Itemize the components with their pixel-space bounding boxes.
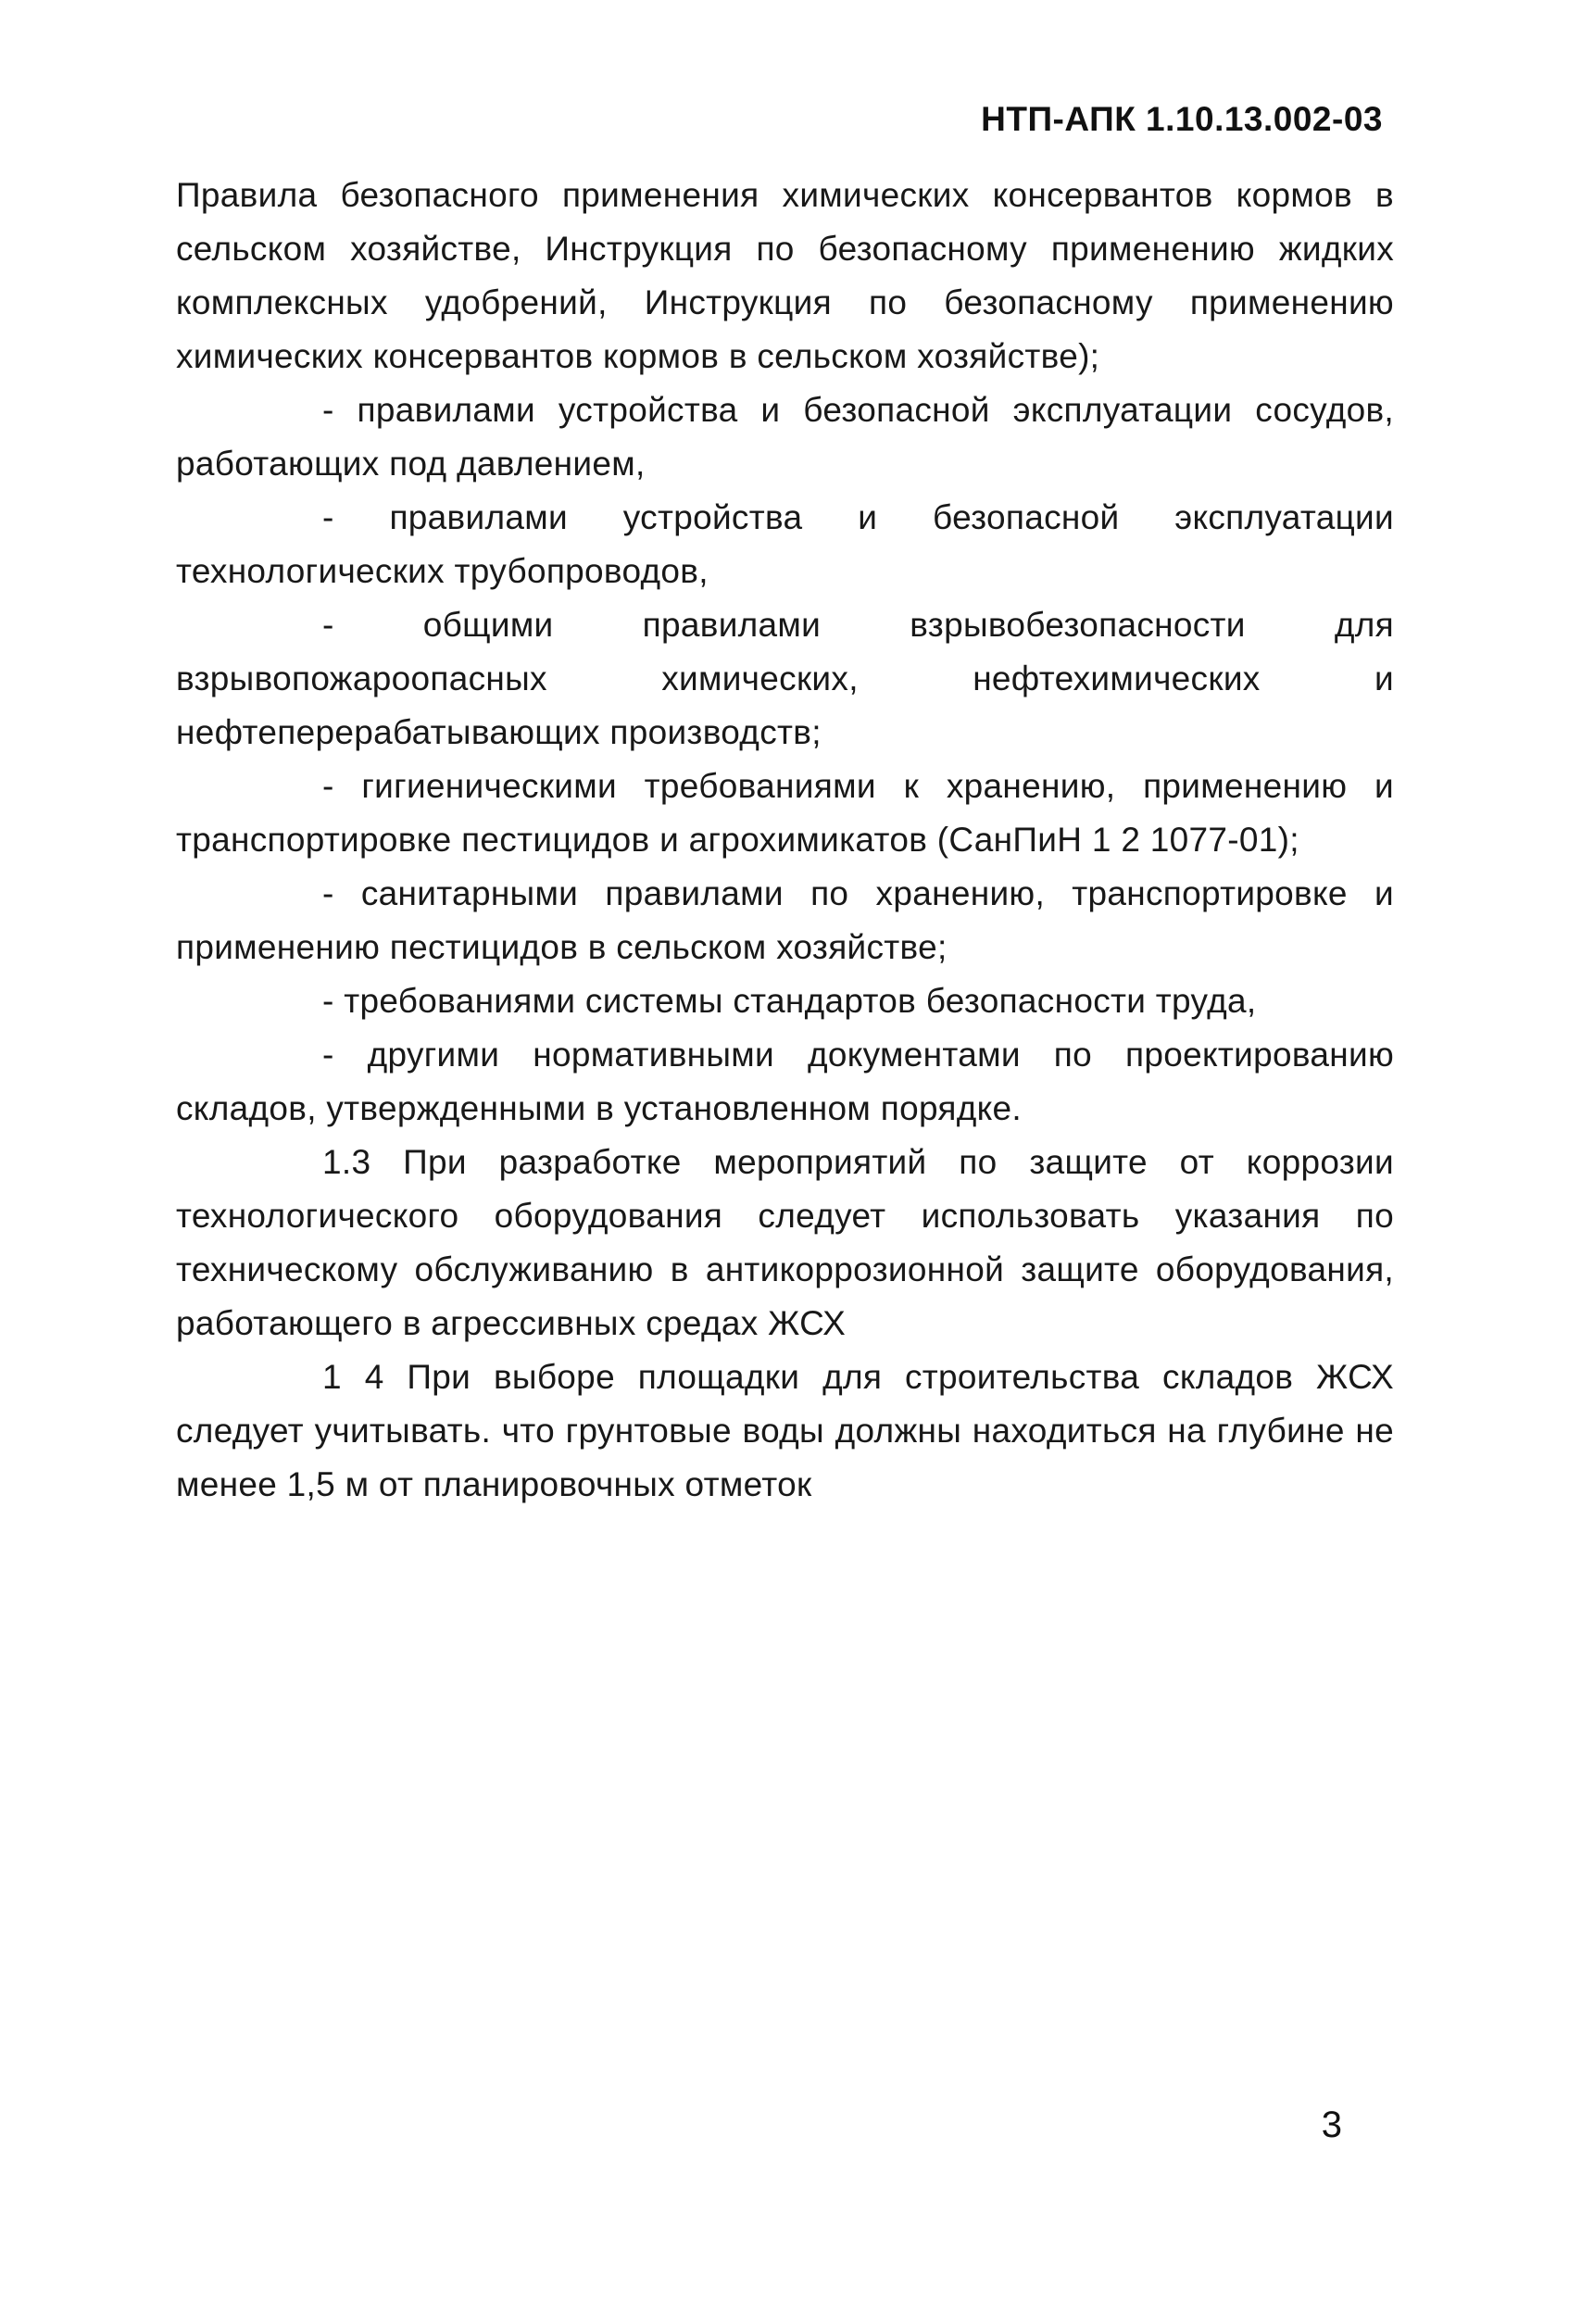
paragraph: - общими правилами взрывобезопасности для взрывопожароопасных химических, нефтехимических и нефтеперерабатывающих производств; [176, 606, 1394, 751]
page-number: 3 [1321, 2104, 1342, 2145]
paragraph: 1.3 При разработке мероприятий по защите от коррозии технологического оборудования следует использовать указания по техническому обслуживанию в антикоррозионной защите оборудования, работающего в агрессивных средах ЖСХ [176, 1143, 1394, 1342]
paragraph: - гигиеническими требованиями к хранению, применению и транспортировке пестицидов и агрохимикатов (СанПиН 1 2 1077-01); [176, 767, 1394, 859]
paragraph: - санитарными правилами по хранению, транспортировке и применению пестицидов в сельском хозяйстве; [176, 874, 1394, 966]
paragraph: - правилами устройства и безопасной эксплуатации технологических трубопроводов, [176, 498, 1394, 590]
paragraph: - другими нормативными документами по проектированию складов, утвержденными в установленном порядке. [176, 1036, 1394, 1127]
document-code-header: НТП-АПК 1.10.13.002-03 [981, 100, 1383, 138]
paragraph: - правилами устройства и безопасной эксплуатации сосудов, работающих под давлением, [176, 391, 1394, 483]
paragraph: Правила безопасного применения химических консервантов кормов в сельском хозяйстве, Инструкция по безопасному применению жидких комплексных удобрений, Инструкция по безопасному применению химических консервантов кормов в сельском хозяйстве); [176, 176, 1394, 375]
paragraph: - требованиями системы стандартов безопасности труда, [322, 982, 1257, 1020]
paragraph: 1 4 При выборе площадки для строительства складов ЖСХ следует учитывать. что грунтовые воды должны находиться на глубине не менее 1,5 м от планировочных отметок [176, 1358, 1394, 1503]
document-body [176, 169, 1394, 1512]
